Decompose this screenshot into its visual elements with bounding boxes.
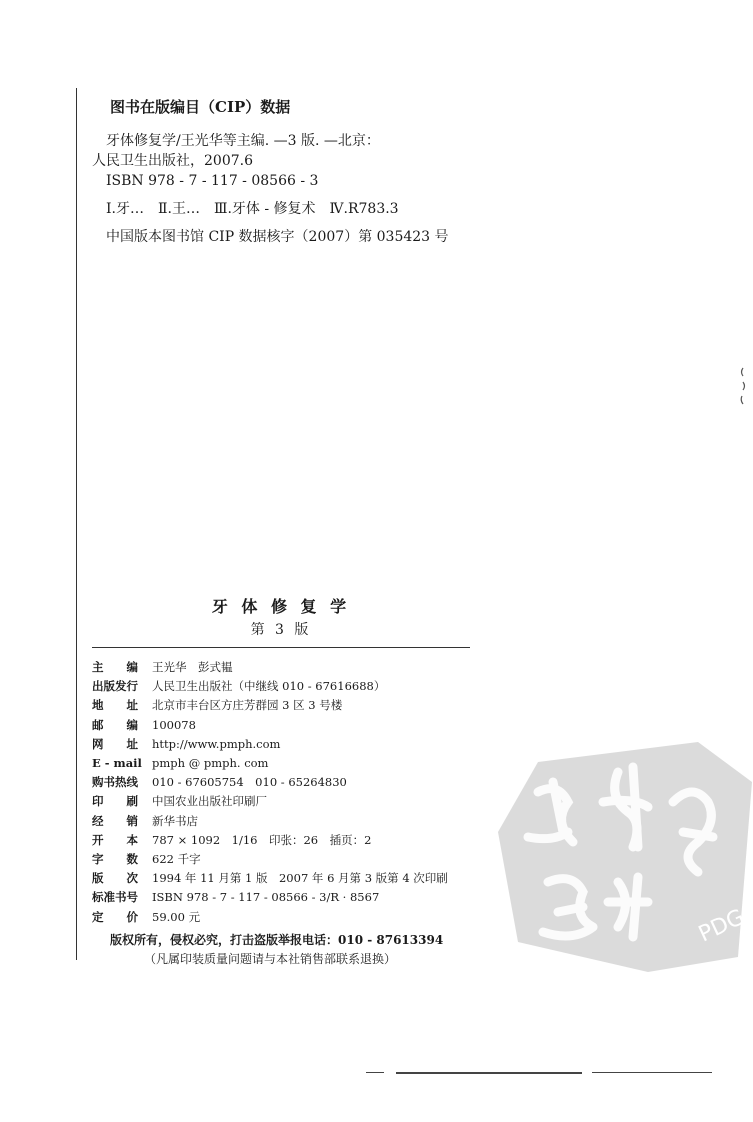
- cip-block: [92, 96, 532, 247]
- publication-info-list: [92, 658, 470, 927]
- margin-rule: [76, 88, 77, 960]
- info-value: 100078: [152, 717, 196, 732]
- info-value: 010 - 67605754 010 - 65264830: [152, 775, 347, 790]
- info-row: [92, 677, 470, 696]
- library-seal-stamp: [498, 742, 752, 972]
- info-value: 1994 年 11 月第 1 版 2007 年 6 月第 3 版第 4 次印刷: [152, 871, 448, 886]
- info-value: 59.00 元: [152, 909, 201, 924]
- info-label: 开 本: [92, 832, 138, 847]
- cip-classification: Ⅰ.牙… Ⅱ.王… Ⅲ.牙体 - 修复术 Ⅳ.R783.3: [106, 201, 399, 217]
- info-row: [92, 908, 470, 927]
- info-value: 787 × 1092 1/16 印张：26 插页：2: [152, 832, 372, 847]
- book-edition: 第 3 版: [250, 622, 312, 638]
- info-label: 标准书号: [92, 890, 138, 905]
- info-row: [92, 696, 470, 715]
- info-label: 网 址: [92, 736, 138, 751]
- info-label: 邮 编: [92, 717, 138, 732]
- info-value: http://www.pmph.com: [152, 736, 281, 751]
- title-divider: [92, 647, 470, 648]
- info-value: 中国农业出版社印刷厂: [152, 794, 267, 809]
- cip-publisher-line: 人民卫生出版社，2007.6: [92, 153, 253, 169]
- info-label: 地 址: [92, 698, 138, 713]
- return-policy-note: （凡属印装质量问题请与本社销售部联系退换）: [144, 951, 397, 966]
- info-value: 王光华 彭式韫: [152, 660, 233, 674]
- info-label: 购书热线: [92, 775, 138, 790]
- cip-isbn: ISBN 978 - 7 - 117 - 08566 - 3: [106, 173, 319, 189]
- info-label: 印 刷: [92, 794, 138, 809]
- info-label: 字 数: [92, 852, 138, 867]
- info-label: 主 编: [92, 660, 138, 674]
- copyright-block: [92, 594, 470, 967]
- cip-record-number: 中国版本图书馆 CIP 数据核字（2007）第 035423 号: [106, 229, 449, 245]
- info-row: [92, 869, 470, 888]
- info-row: [92, 831, 470, 850]
- info-row: [92, 850, 470, 869]
- footer-rule-segment: [396, 1072, 582, 1074]
- book-title: 牙 体 修 复 学: [211, 597, 351, 616]
- footer-rule-segment: [366, 1072, 384, 1073]
- stamp-pdg-text: PDG: [694, 904, 749, 948]
- info-value: ISBN 978 - 7 - 117 - 08566 - 3/R · 8567: [152, 890, 380, 905]
- info-row: [92, 812, 470, 831]
- info-label: 版 次: [92, 871, 138, 886]
- cip-title-line: 牙体修复学/王光华等主编. —3 版. —北京：: [106, 133, 380, 149]
- info-row: [92, 888, 470, 907]
- info-label: E - mail: [92, 756, 142, 771]
- scan-edge-mark: [739, 366, 747, 406]
- info-row: [92, 754, 470, 773]
- cip-heading: 图书在版编目（CIP）数据: [110, 98, 291, 116]
- info-row: [92, 716, 470, 735]
- info-value: 人民卫生出版社（中继线 010 - 67616688）: [152, 679, 386, 694]
- info-row: [92, 792, 470, 811]
- footer-rule-segment: [592, 1072, 712, 1073]
- info-label: 经 销: [92, 813, 138, 828]
- info-value: 622 千字: [152, 852, 201, 867]
- info-value: 新华书店: [152, 813, 198, 828]
- info-value: pmph @ pmph. com: [152, 756, 269, 771]
- info-value: 北京市丰台区方庄芳群园 3 区 3 号楼: [152, 698, 343, 713]
- info-label: 出版发行: [92, 679, 138, 694]
- rights-notice: 版权所有，侵权必究，打击盗版举报电话：010 - 87613394: [110, 932, 444, 947]
- info-row: [92, 658, 470, 677]
- info-label: 定 价: [92, 909, 138, 924]
- info-row: [92, 773, 470, 792]
- info-row: [92, 735, 470, 754]
